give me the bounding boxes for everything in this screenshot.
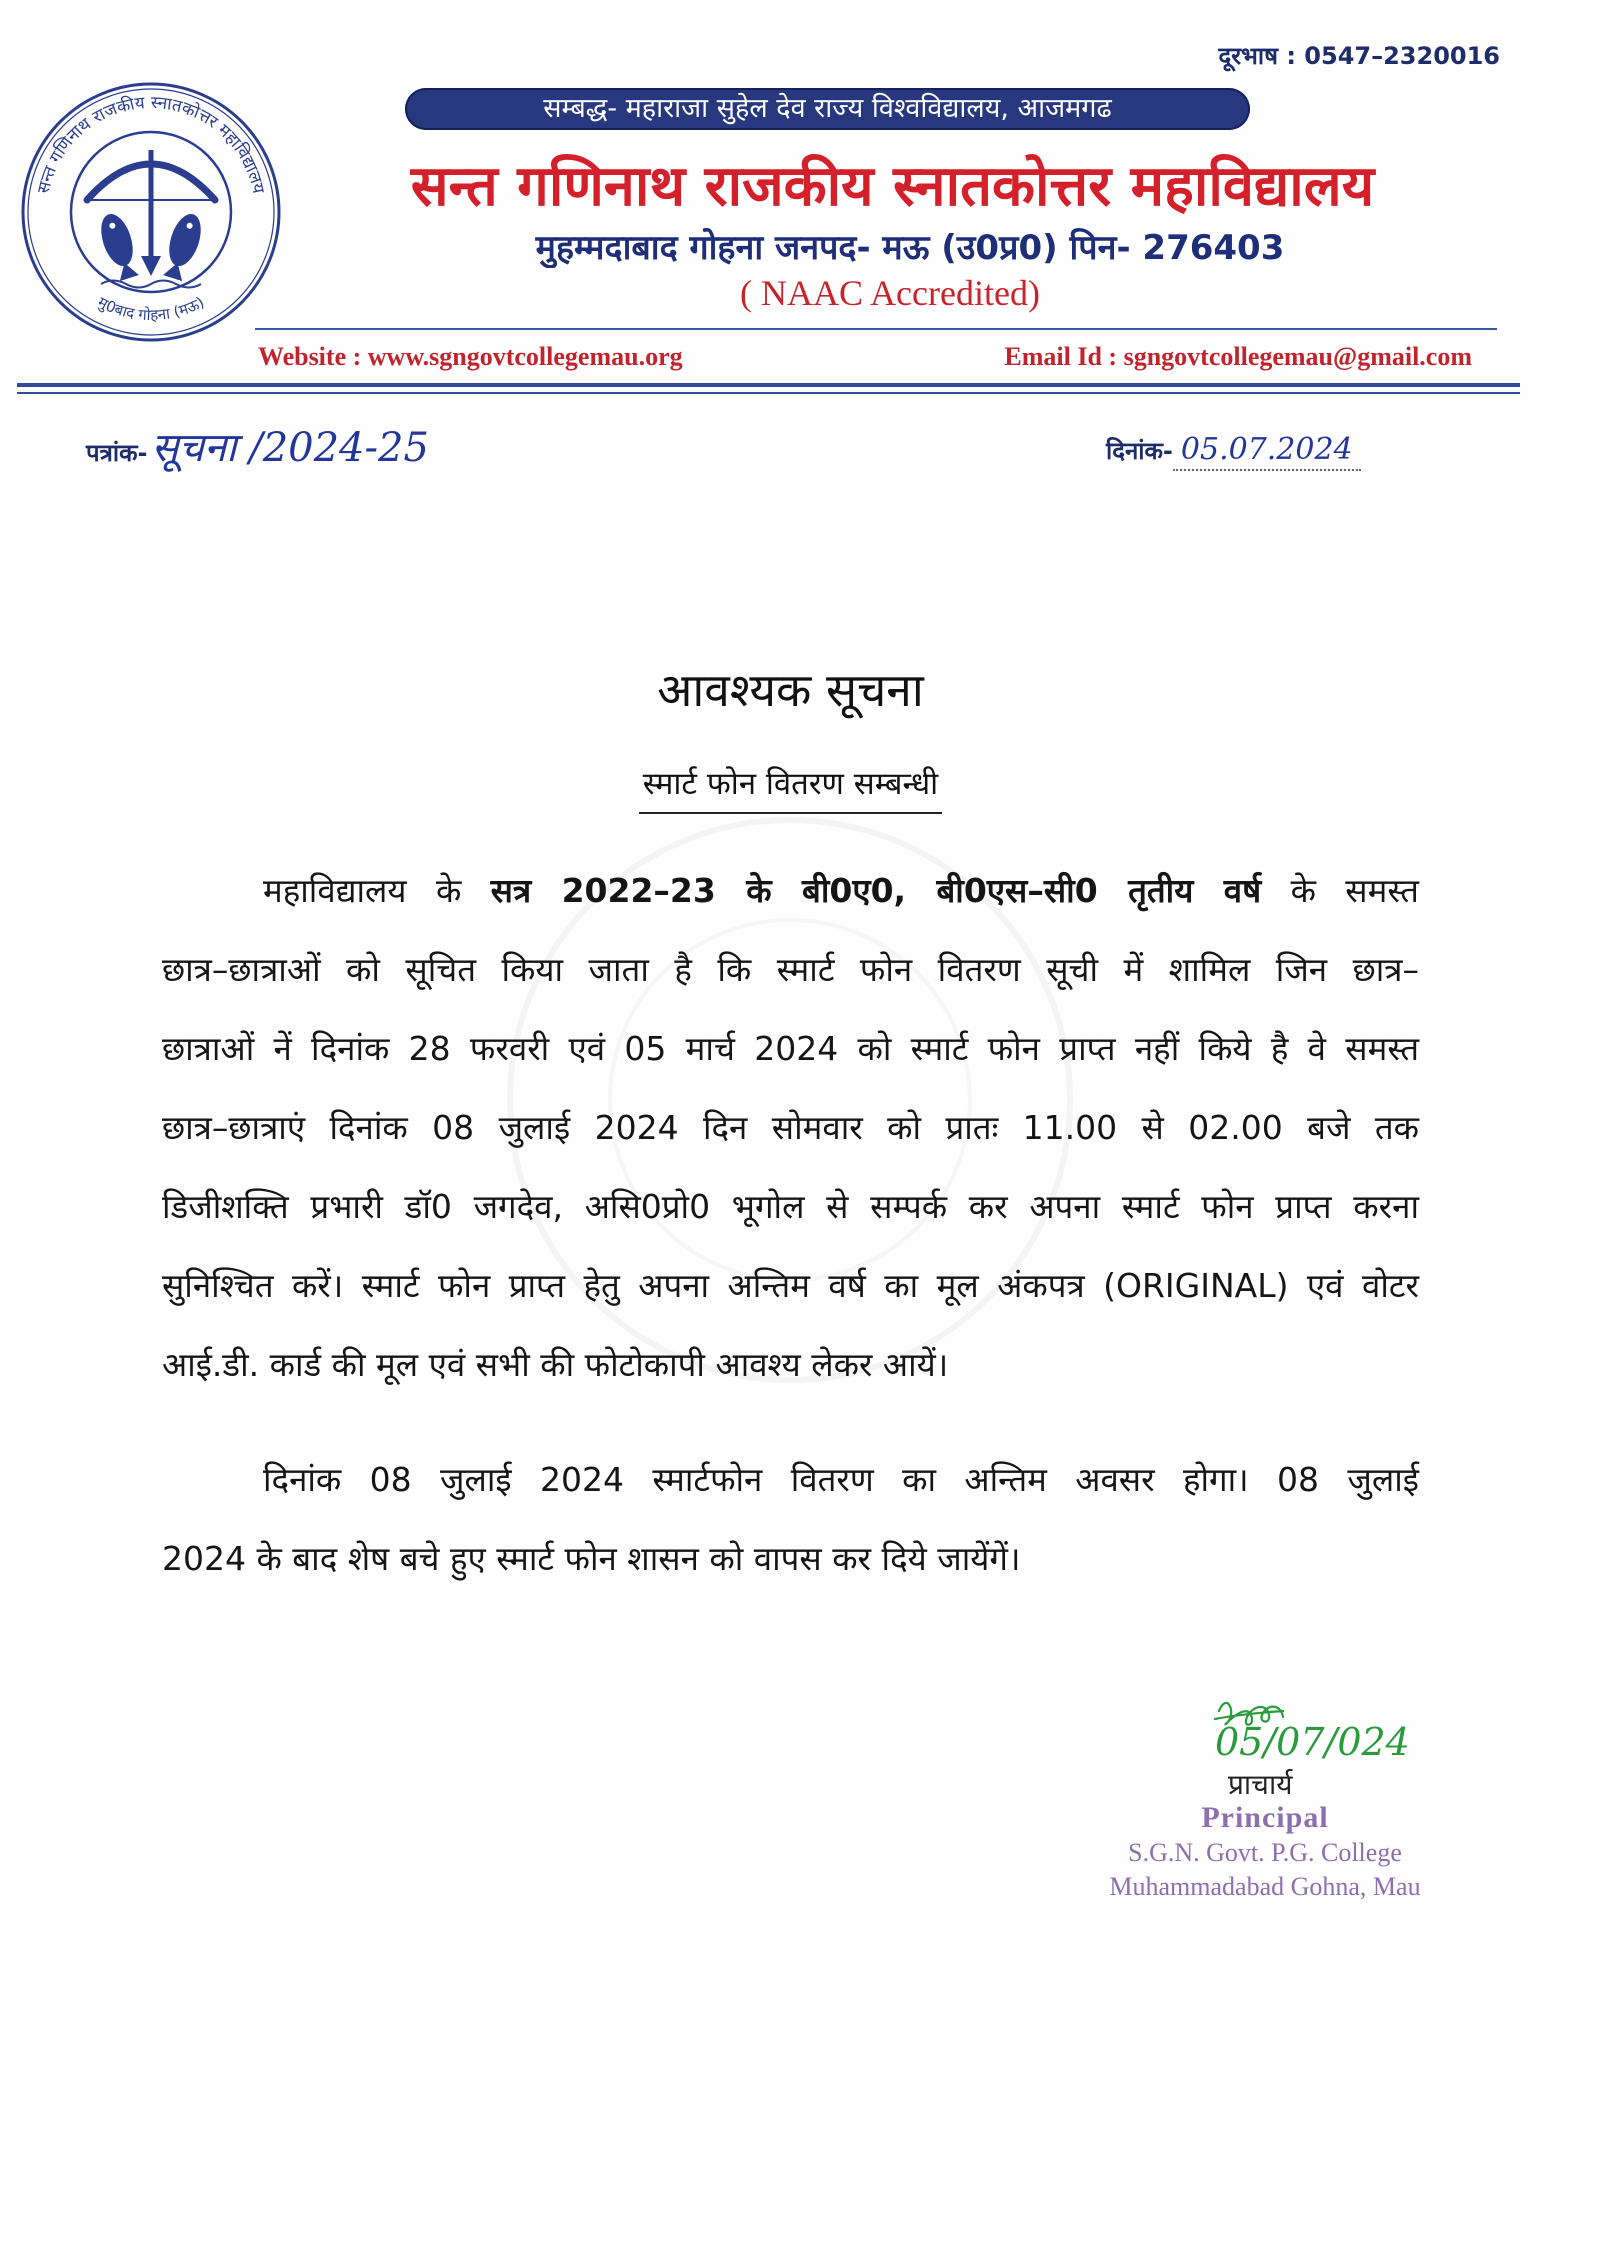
website-text: Website : www.sgngovtcollegemau.org [258,342,683,371]
session-course-highlight: सत्र 2022–23 के बी0ए0, बी0एस–सी0 तृतीय वर्ष [490,871,1262,910]
paragraph-1-line-6: सुनिश्चित करें। स्मार्ट फोन प्राप्त हेतु अपना अन्तिम वर्ष का मूल अंकपत्र (ORIGINAL) एवं वोटर [162,1266,1419,1305]
bow-arrow-fish-emblem-icon [71,132,231,292]
paragraph-1-line-2: छात्र–छात्राओं को सूचित किया जाता है कि स्मार्ट फोन वितरण सूची में शामिल जिन छात्र– [162,950,1419,989]
header-rule-thin [17,392,1520,394]
paragraph-2-line-2: 2024 के बाद शेष बचे हुए स्मार्ट फोन शासन को वापस कर दिये जायेंगें। [162,1539,1021,1578]
paragraph-1-line-1-tail: के समस्त [1261,871,1419,910]
paragraph-2 [162,1440,1419,1598]
paragraph-1-line-4: छात्र–छात्राएं दिनांक 08 जुलाई 2024 दिन सोमवार को प्रातः 11.00 से 02.00 बजे तक [162,1108,1419,1147]
paragraph-1-line-1-lead: महाविद्यालय के [263,871,491,910]
notice-subject: स्मार्ट फोन वितरण सम्बन्धी [639,762,942,814]
college-seal [19,80,283,344]
paragraph-1-line-5: डिजीशक्ति प्रभारी डॉ0 जगदेव, असि0प्रो0 भूगोल से सम्पर्क कर अपना स्मार्ट फोन प्राप्त करना [162,1187,1419,1226]
notice-date [1106,432,1361,467]
date-label: दिनांक- [1106,437,1173,465]
letterhead-divider [255,328,1497,330]
phone-number: दूरभाष : 0547–2320016 [1218,42,1500,70]
date-value: 05.07.2024 [1173,432,1361,471]
seal-outer-text: सन्त गणिनाथ राजकीय स्नातकोत्तर महाविद्यालय [33,93,269,196]
college-name: सन्त गणिनाथ राजकीय स्नातकोत्तर महाविद्यालय [410,154,1375,219]
notice-subject-wrapper [162,762,1419,814]
reference-value: सूचना /2024-25 [151,425,429,471]
header-rule-thick [17,383,1520,387]
paragraph-2-line-1: दिनांक 08 जुलाई 2024 स्मार्टफोन वितरण का अन्तिम अवसर होगा। 08 जुलाई [263,1460,1419,1499]
college-address: मुहम्मदाबाद गोहना जनपद- मऊ (उ0प्र0) पिन- 276403 [535,228,1285,268]
email-text: Email Id : sgngovtcollegemau@gmail.com [1004,342,1472,371]
reference-label: पत्रांक- [86,439,148,467]
paragraph-1-line-7: आई.डी. कार्ड की मूल एवं सभी की फोटोकापी आवश्य लेकर आयें। [162,1345,949,1384]
seal-bottom-text: मु0बाद गोहना (मऊ) [94,292,208,325]
principal-designation: प्राचार्य [1228,1768,1293,1801]
signature-date: 05/07/024 [1215,1720,1410,1764]
stamp-college-line: S.G.N. Govt. P.G. College [1128,1838,1402,1867]
principal-stamp [1080,1800,1450,1904]
paragraph-1 [162,851,1419,1404]
principal-signature [1205,1685,1485,1765]
paragraph-1-line-3: छात्राओं नें दिनांक 28 फरवरी एवं 05 मार्च 2024 को स्मार्ट फोन प्राप्त नहीं किये है वे समस्त [162,1029,1419,1068]
notice-title: आवश्यक सूचना [657,663,924,717]
accreditation-text: ( NAAC Accredited) [740,273,1040,313]
stamp-title: Principal [1201,1801,1329,1834]
affiliation-banner: सम्बद्ध- महाराजा सुहेल देव राज्य विश्वविद्यालय, आजमगढ [405,88,1250,130]
reference-number [86,418,429,473]
paragraph-1-line-1 [162,851,1419,930]
stamp-location-line: Muhammadabad Gohna, Mau [1109,1872,1421,1901]
notice-body [162,851,1419,1598]
